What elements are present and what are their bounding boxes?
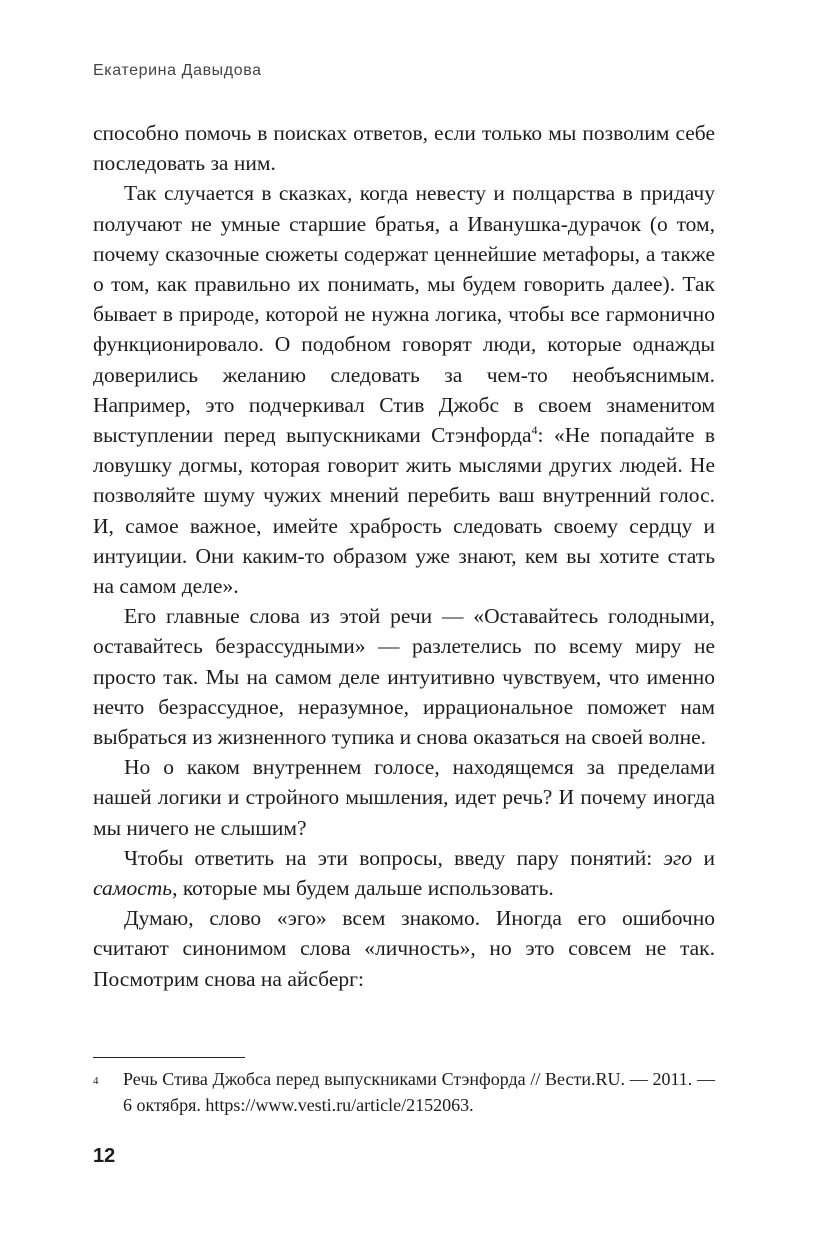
paragraph-text: и [692, 845, 715, 870]
footnote-divider [93, 1057, 245, 1058]
running-head-author: Екатерина Давыдова [93, 62, 262, 79]
paragraph [93, 178, 715, 601]
paragraph: способно помочь в поисках ответов, если только мы позволим себе последовать за ним. [93, 121, 715, 176]
page-number: 12 [93, 1145, 116, 1167]
footnote [93, 1066, 715, 1118]
term-self: самость [93, 876, 173, 901]
paragraph-text: Чтобы ответить на эти вопросы, введу пару понятий: [124, 845, 664, 870]
paragraph [93, 843, 715, 903]
paragraph-text: , которые мы будем дальше использовать. [172, 876, 554, 901]
paragraph-text: Так случается в сказках, когда невесту и полцарства в придачу получают не умные старшие братья, а Иванушка-дурачок (о том, почему сказочные сюжеты содержат ценнейшие метафоры, а также о том, как правильно их понимать, мы будем говорить далее). Так бывает в природе, которой не нужна логика, чтобы все гармонично функционировало. О подобном говорят люди, которые однажды доверились желанию следовать за чем-то необъяснимым. Например, это подчеркивал Стив Джобс в своем знаменитом выступлении перед выпускниками Стэнфорда [93, 181, 715, 448]
term-ego: эго [663, 845, 693, 870]
footnote-text: Речь Стива Джобса перед выпускниками Стэнфорда // Вести.RU. — 2011. — 6 октября. https://www.vesti.ru/article/2152063. [123, 1069, 715, 1115]
paragraph-text: : «Не попадайте в ловушку догмы, которая говорит жить мыслями других людей. Не позволяйте шуму чужих мнений перебить ваш внутренний голос. И, самое важное, имейте храбрость следовать своему сердцу и интуиции. Они каким-то образом уже знают, кем вы хотите стать на самом деле». [93, 423, 715, 599]
footnote-reference: 4 [531, 422, 538, 437]
footnote-number: 4 [93, 1075, 99, 1087]
paragraph: Его главные слова из этой речи — «Оставайтесь голодными, оставайтесь безрассудными» — разлетелись по всему миру не просто так. Мы на самом деле интуитивно чувствуем, что именно нечто безрассудное, неразумное, иррациональное поможет нам выбраться из жизненного тупика и снова оказаться на своей волне. [93, 604, 715, 750]
main-text [93, 118, 715, 994]
paragraph: Думаю, слово «эго» всем знакомо. Иногда его ошибочно считают синонимом слова «личность», но это совсем не так. Посмотрим снова на айсберг: [93, 906, 715, 991]
paragraph: Но о каком внутреннем голосе, находящемся за пределами нашей логики и стройного мышления, идет речь? И почему иногда мы ничего не слышим? [93, 755, 715, 840]
